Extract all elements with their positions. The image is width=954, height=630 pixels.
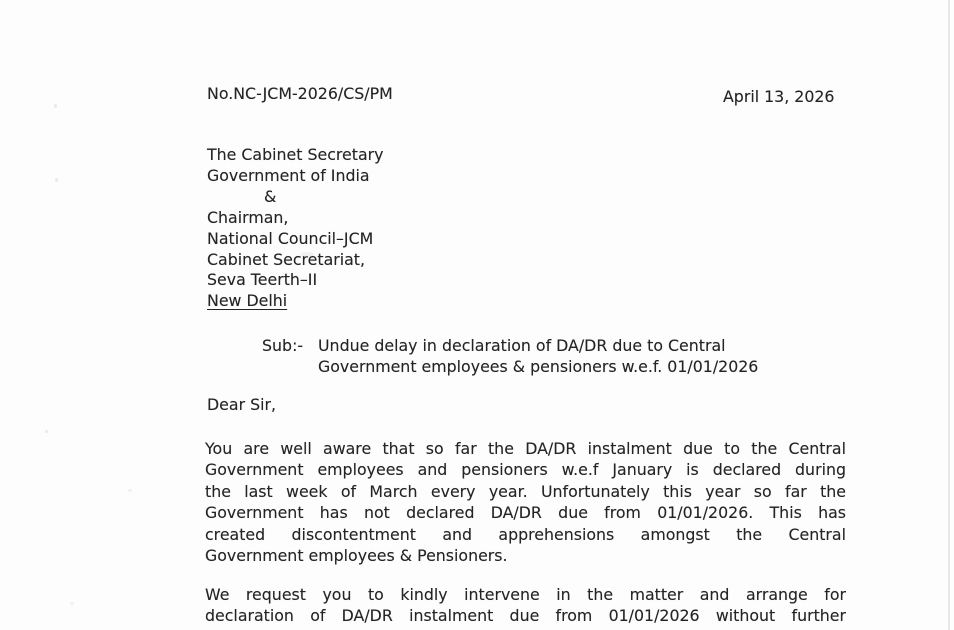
body-line: Government employees and pensioners w.e.f January is declared during (205, 460, 846, 480)
reference-number: No.NC-JCM-2026/CS/PM (207, 84, 393, 103)
scan-speck (300, 252, 314, 257)
body-paragraph-2 (205, 584, 846, 627)
recipient-line: Government of India (207, 165, 370, 185)
recipient-city: New Delhi (207, 291, 288, 311)
subject-line: Undue delay in declaration of DA/DR due to Central (318, 336, 726, 355)
subject-line: Government employees & pensioners w.e.f. 01/01/2026 (318, 357, 759, 377)
body-line: Government employees & Pensioners. (205, 546, 508, 566)
recipient-line: The Cabinet Secretary (207, 145, 384, 164)
scan-speck (55, 178, 58, 182)
recipient-line: & (264, 186, 277, 206)
body-line: declaration of DA/DR instalment due from 01/01/2026 without further (205, 606, 846, 626)
body-paragraph-1 (205, 438, 846, 566)
body-line: Government has not declared DA/DR due from 01/01/2026. This has (205, 503, 846, 523)
scan-edge-artifact (948, 0, 950, 630)
scan-speck (128, 489, 132, 492)
subject-label: Sub:- (262, 336, 304, 355)
body-line: You are well aware that so far the DA/DR instalment due to the Central (205, 439, 846, 458)
recipient-line: Chairman, (207, 207, 289, 227)
body-line: We request you to kindly intervene in the matter and arrange for (205, 585, 846, 604)
scan-speck (54, 104, 57, 108)
scan-speck (45, 430, 48, 433)
recipient-line: Seva Teerth–II (207, 270, 318, 290)
salutation: Dear Sir, (207, 395, 277, 414)
letter-date: April 13, 2026 (723, 87, 835, 106)
scan-speck (70, 602, 74, 605)
body-line: the last week of March every year. Unfortunately this year so far the (205, 481, 846, 501)
recipient-line: National Council–JCM (207, 228, 374, 248)
body-line: created discontentment and apprehensions amongst the Central (205, 524, 846, 544)
subject-block (262, 335, 758, 378)
recipient-line: Cabinet Secretariat, (207, 249, 366, 269)
recipient-address (207, 145, 384, 312)
